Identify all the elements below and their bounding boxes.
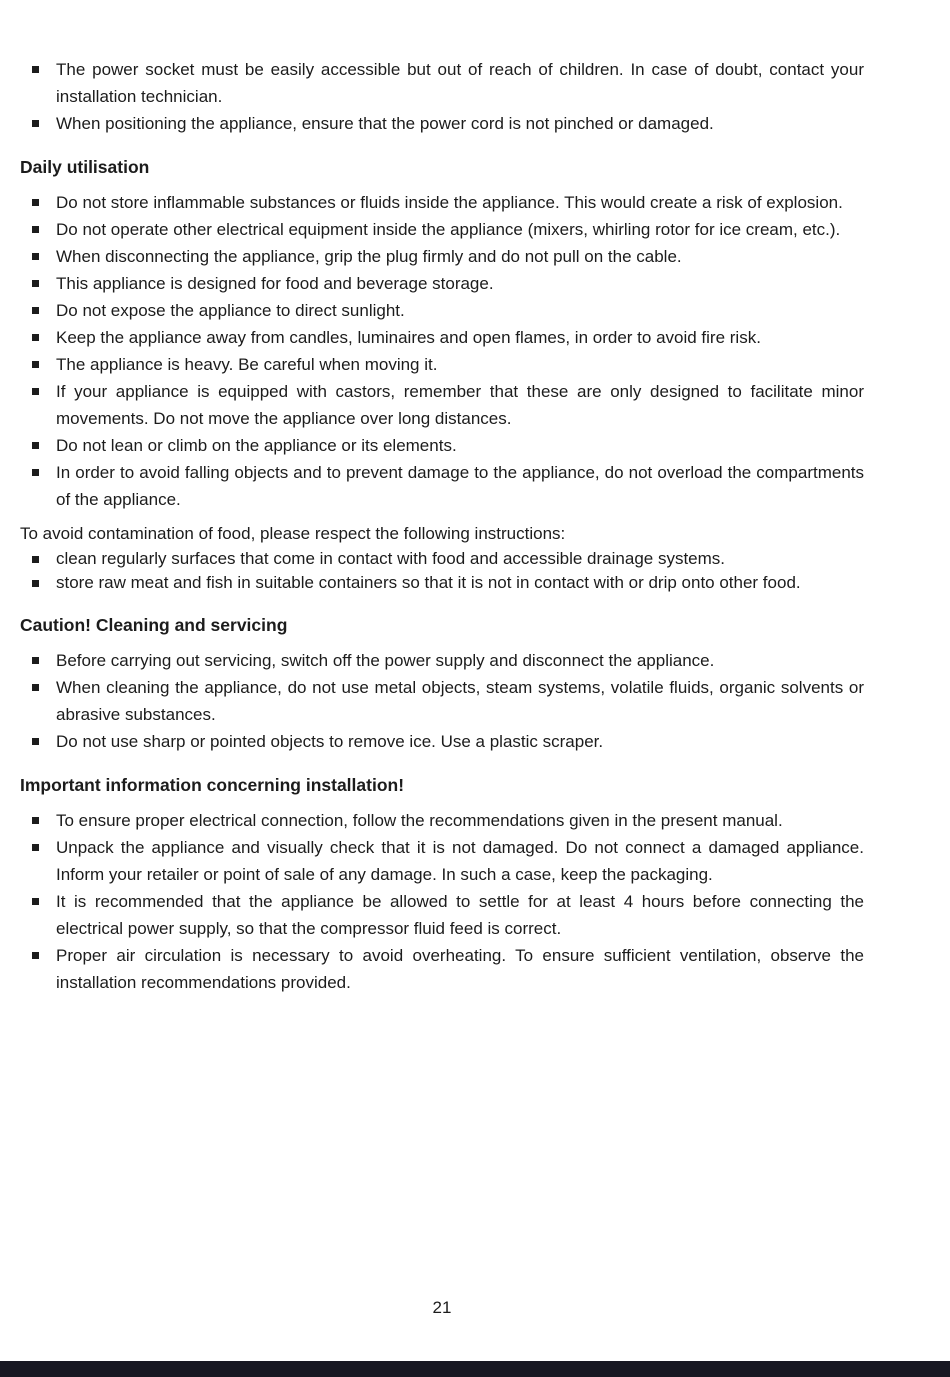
bullet-text: In order to avoid falling objects and to prevent damage to the appliance, do not overload the compartments of the appliance.: [56, 463, 864, 509]
list-item: [20, 56, 864, 110]
bullet-icon: [32, 307, 39, 314]
bullet-icon: [32, 898, 39, 905]
bullet-text: Unpack the appliance and visually check that it is not damaged. Do not connect a damaged appliance. Inform your retailer or point of sale of any damage. In such a case, keep the packaging.: [56, 838, 864, 884]
bullet-text: The appliance is heavy. Be careful when moving it.: [56, 355, 438, 374]
installation-bullet-list: [20, 807, 864, 996]
bullet-icon: [32, 738, 39, 745]
page-number: 21: [432, 1298, 452, 1317]
bullet-icon: [32, 120, 39, 127]
section-heading-cleaning-servicing: Caution! Cleaning and servicing: [20, 615, 288, 635]
bullet-text: When cleaning the appliance, do not use metal objects, steam systems, volatile fluids, organic solvents or abrasive substances.: [56, 678, 864, 724]
bullet-text: Do not operate other electrical equipment inside the appliance (mixers, whirling rotor for ice cream, etc.).: [56, 220, 841, 239]
list-item: [20, 351, 864, 378]
bullet-icon: [32, 226, 39, 233]
bullet-icon: [32, 388, 39, 395]
list-item: [20, 728, 864, 755]
bullet-icon: [32, 280, 39, 287]
list-item: [20, 459, 864, 513]
bullet-text: Before carrying out servicing, switch off the power supply and disconnect the appliance.: [56, 651, 715, 670]
list-item: [20, 432, 864, 459]
bullet-icon: [32, 580, 39, 587]
food-contamination-note: To avoid contamination of food, please respect the following instructions:: [20, 524, 566, 543]
list-item: [20, 942, 864, 996]
list-item: [20, 189, 864, 216]
daily-utilisation-bullet-list: [20, 189, 864, 513]
food-contamination-bullet-list: [20, 547, 864, 595]
bullet-icon: [32, 253, 39, 260]
cleaning-servicing-bullet-list: [20, 647, 864, 755]
bullet-text: This appliance is designed for food and beverage storage.: [56, 274, 494, 293]
section-heading-installation: Important information concerning installation!: [20, 775, 405, 795]
list-item: [20, 378, 864, 432]
bullet-text: If your appliance is equipped with castors, remember that these are only designed to facilitate minor movements. Do not move the appliance over long distances.: [56, 382, 864, 428]
bullet-text: Do not store inflammable substances or fluids inside the appliance. This would create a risk of explosion.: [56, 193, 843, 212]
list-item: [20, 834, 864, 888]
intro-bullet-list: [20, 56, 864, 137]
list-item: [20, 270, 864, 297]
list-item: [20, 243, 864, 270]
bullet-icon: [32, 199, 39, 206]
footer-bar: [0, 1361, 950, 1377]
bullet-text: Proper air circulation is necessary to avoid overheating. To ensure sufficient ventilation, observe the installation recommendations provided.: [56, 946, 864, 992]
list-item: [20, 571, 864, 595]
bullet-text: Keep the appliance away from candles, luminaires and open flames, in order to avoid fire risk.: [56, 328, 761, 347]
bullet-text: To ensure proper electrical connection, follow the recommendations given in the present manual.: [56, 811, 783, 830]
list-item: [20, 110, 864, 137]
bullet-icon: [32, 442, 39, 449]
bullet-text: The power socket must be easily accessible but out of reach of children. In case of doubt, contact your installation technician.: [56, 60, 864, 106]
list-item: [20, 888, 864, 942]
page-content: [20, 56, 864, 996]
list-item: [20, 807, 864, 834]
bullet-text: When disconnecting the appliance, grip the plug firmly and do not pull on the cable.: [56, 247, 682, 266]
bullet-icon: [32, 684, 39, 691]
bullet-icon: [32, 556, 39, 563]
bullet-text: store raw meat and fish in suitable containers so that it is not in contact with or drip onto other food.: [56, 573, 801, 592]
bullet-icon: [32, 66, 39, 73]
list-item: [20, 647, 864, 674]
list-item: [20, 297, 864, 324]
bullet-text: When positioning the appliance, ensure that the power cord is not pinched or damaged.: [56, 114, 714, 133]
bullet-icon: [32, 469, 39, 476]
bullet-icon: [32, 361, 39, 368]
bullet-text: clean regularly surfaces that come in contact with food and accessible drainage systems.: [56, 549, 726, 568]
section-heading-daily-utilisation: Daily utilisation: [20, 157, 150, 177]
bullet-icon: [32, 844, 39, 851]
list-item: [20, 324, 864, 351]
list-item: [20, 216, 864, 243]
bullet-icon: [32, 817, 39, 824]
bullet-icon: [32, 952, 39, 959]
bullet-icon: [32, 334, 39, 341]
bullet-text: It is recommended that the appliance be allowed to settle for at least 4 hours before connecting the electrical power supply, so that the compressor fluid feed is correct.: [56, 892, 864, 938]
bullet-text: Do not use sharp or pointed objects to remove ice. Use a plastic scraper.: [56, 732, 604, 751]
bullet-icon: [32, 657, 39, 664]
bullet-text: Do not expose the appliance to direct sunlight.: [56, 301, 405, 320]
list-item: [20, 674, 864, 728]
list-item: [20, 547, 864, 571]
bullet-text: Do not lean or climb on the appliance or its elements.: [56, 436, 457, 455]
